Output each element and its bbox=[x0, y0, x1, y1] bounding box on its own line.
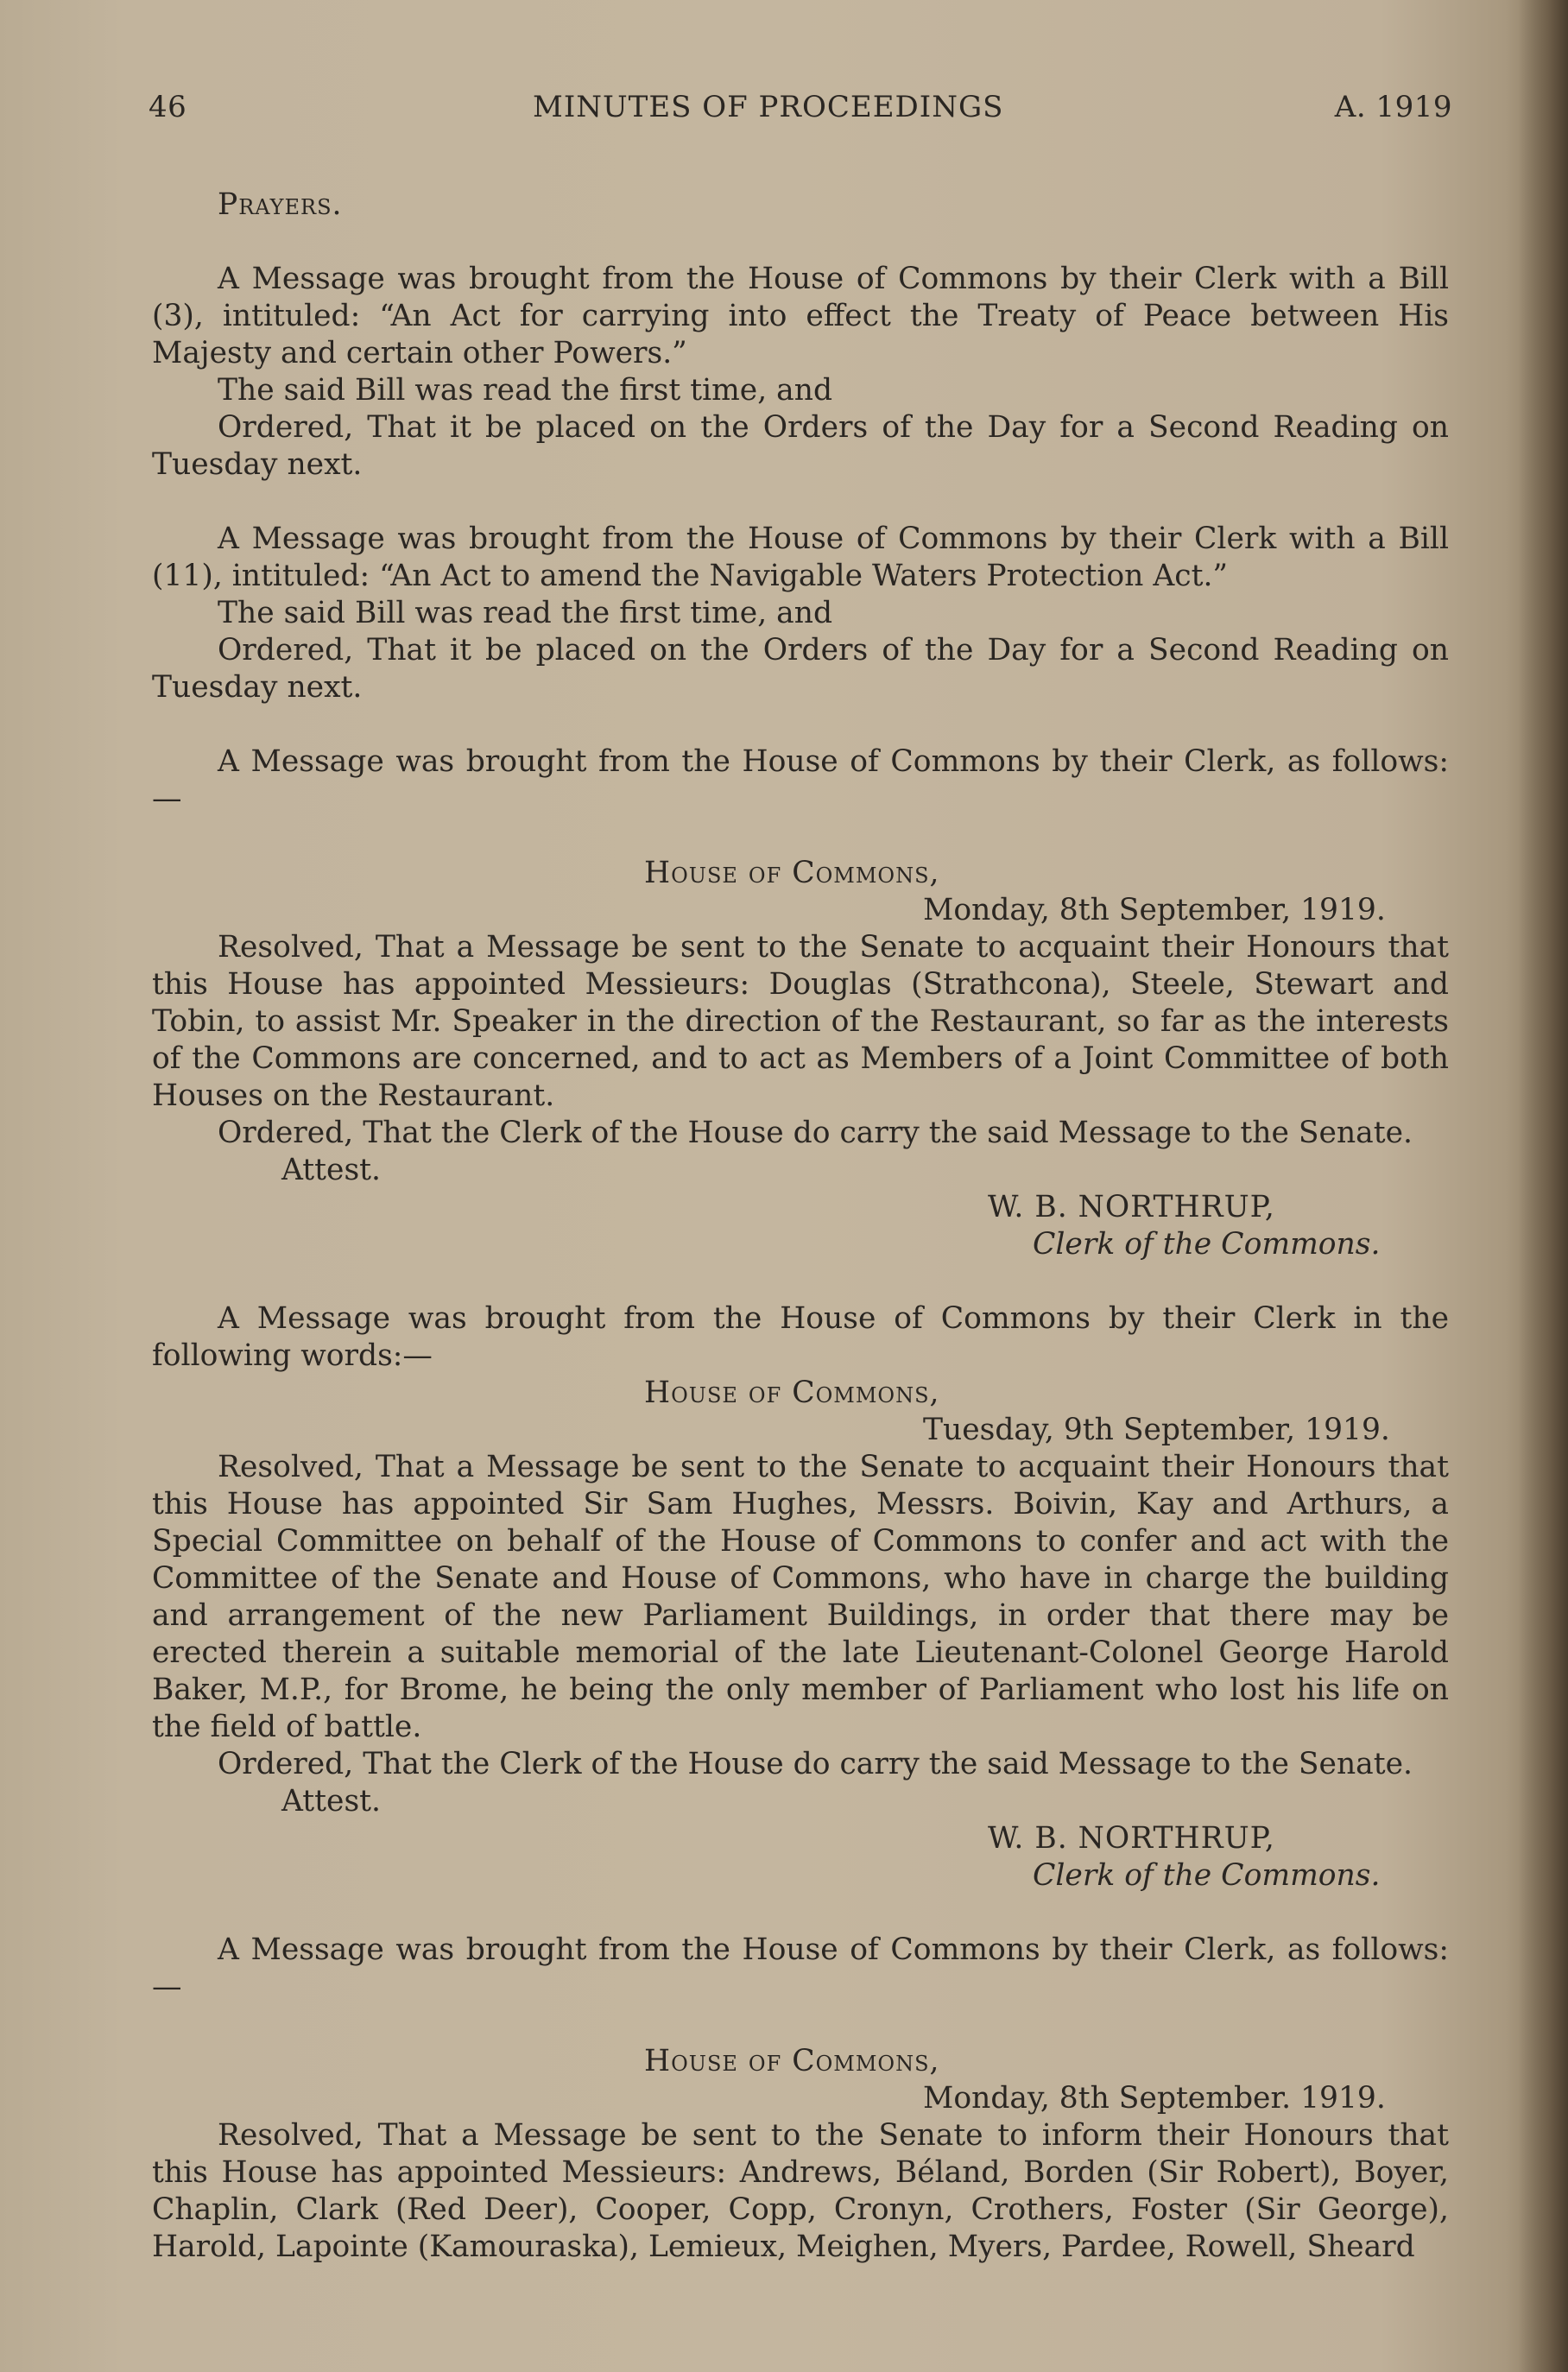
house-heading: House of Commons, bbox=[644, 856, 940, 890]
signature-name: W. B. NORTHRUP, bbox=[988, 1821, 1275, 1856]
ordered-line: Ordered, That it be placed on the Orders of the Day for a Second Reading on Tuesday next. bbox=[152, 410, 1449, 482]
message-intro: A Message was brought from the House of Commons by their Clerk, as follows:— bbox=[152, 744, 1449, 816]
reading-line: The said Bill was read the first time, and bbox=[218, 596, 833, 630]
message-date: Tuesday, 9th September, 1919. bbox=[923, 1413, 1390, 1447]
running-header bbox=[149, 90, 1452, 128]
ordered-line: Ordered, That the Clerk of the House do carry the said Message to the Senate. bbox=[218, 1747, 1413, 1781]
page-edge-shadow bbox=[1518, 0, 1568, 2372]
message-restaurant-committee bbox=[152, 743, 1449, 1263]
resolved-paragraph: Resolved, That a Message be sent to the Senate to inform their Honours that this House has appointed Messieurs: Andrews, Béland, Borden (Sir Robert), Boyer, Chaplin, Clark (Red Deer), Cooper, Copp, Cronyn, Crothers, Foster (Sir George), Harold, Lapointe (Kamouraska), Lemieux, Meighen, Myers, Pardee, Rowell, Sheard bbox=[152, 2118, 1449, 2264]
message-bill-11 bbox=[152, 521, 1449, 706]
message-members-list bbox=[152, 1932, 1449, 2266]
message-bill-3 bbox=[152, 261, 1449, 484]
signature-name: W. B. NORTHRUP, bbox=[988, 1190, 1275, 1224]
header-year: A. 1919 bbox=[1334, 90, 1452, 124]
page-number: 46 bbox=[149, 90, 187, 124]
page-body bbox=[152, 187, 1449, 2266]
message-date: Monday, 8th September. 1919. bbox=[923, 2081, 1386, 2116]
running-title: MINUTES OF PROCEEDINGS bbox=[533, 90, 1004, 124]
message-paragraph: A Message was brought from the House of Commons by their Clerk with a Bill (11), intituled: “An Act to amend the Navigable Waters Protection Act.” bbox=[152, 522, 1449, 593]
attest-label: Attest. bbox=[281, 1153, 381, 1187]
message-date: Monday, 8th September, 1919. bbox=[923, 893, 1386, 927]
resolved-paragraph: Resolved, That a Message be sent to the Senate to acquaint their Honours that this House has appointed Sir Sam Hughes, Messrs. Boivin, Kay and Arthurs, a Special Committee on behalf of the House of Commons to confer and act with the Committee of the Senate and House of Commons, who have in charge the building and arrangement of the new Parliament Buildings, in order that there may be erected therein a suitable memorial of the late Lieutenant-Colonel George Harold Baker, M.P., for Brome, he being the only member of Parliament who lost his life on the field of battle. bbox=[152, 1450, 1449, 1744]
house-heading: House of Commons, bbox=[644, 1376, 940, 1410]
reading-line: The said Bill was read the first time, and bbox=[218, 373, 833, 408]
message-intro: A Message was brought from the House of Commons by their Clerk in the following words:— bbox=[152, 1301, 1449, 1373]
prayers-heading: Prayers. bbox=[218, 187, 343, 222]
attest-label: Attest. bbox=[281, 1784, 381, 1819]
signature-title: Clerk of the Commons. bbox=[1033, 1227, 1381, 1262]
signature-title: Clerk of the Commons. bbox=[1033, 1858, 1381, 1893]
message-paragraph: A Message was brought from the House of Commons by their Clerk with a Bill (3), intituled: “An Act for carrying into effect the Treaty of Peace between His Majesty and certain other Powers.” bbox=[152, 262, 1449, 370]
resolved-paragraph: Resolved, That a Message be sent to the Senate to acquaint their Honours that this House has appointed Messieurs: Douglas (Strathcona), Steele, Stewart and Tobin, to assist Mr. Speaker in the direction of the Restaurant, so far as the interests of the Commons are concerned, and to act as Members of a Joint Committee of both Houses on the Restaurant. bbox=[152, 930, 1449, 1113]
ordered-line: Ordered, That it be placed on the Orders of the Day for a Second Reading on Tuesday next. bbox=[152, 633, 1449, 705]
house-heading: House of Commons, bbox=[644, 2044, 940, 2078]
ordered-line: Ordered, That the Clerk of the House do carry the said Message to the Senate. bbox=[218, 1116, 1413, 1150]
message-intro: A Message was brought from the House of Commons by their Clerk, as follows:— bbox=[152, 1932, 1449, 2004]
message-memorial-committee bbox=[152, 1300, 1449, 1894]
